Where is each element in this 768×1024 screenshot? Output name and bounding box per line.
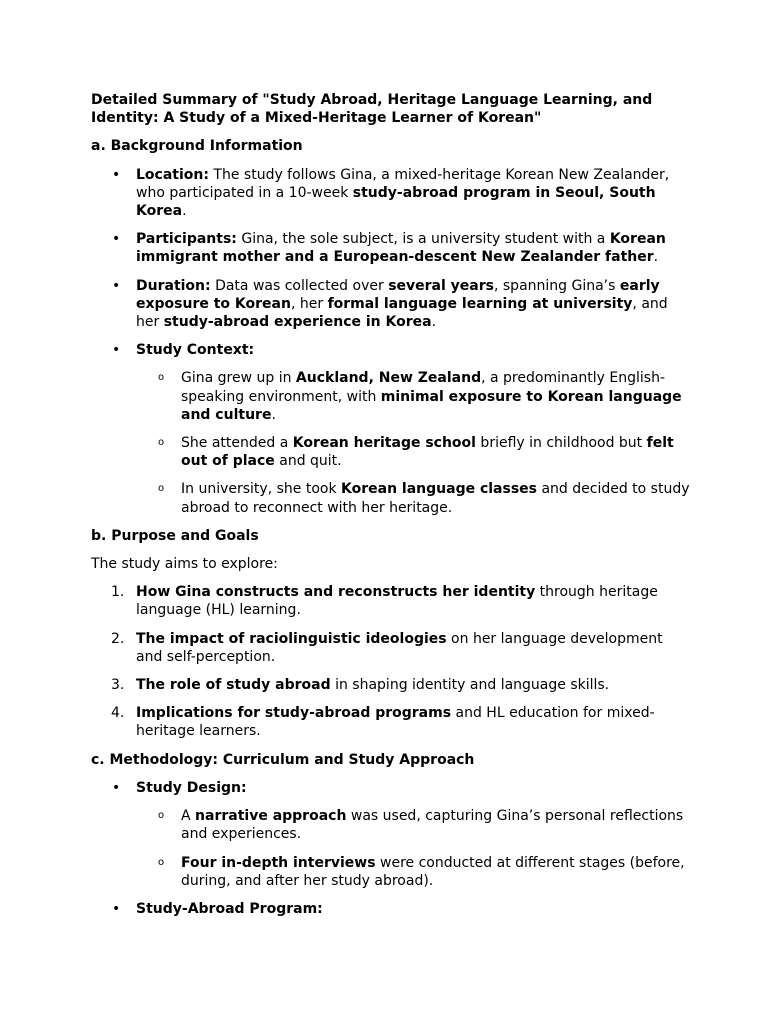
section-b-heading: b. Purpose and Goals: [91, 527, 259, 544]
item-number: 3.: [111, 677, 125, 694]
document-title: Detailed Summary of "Study Abroad, Heritage Language Learning, and Identity: A Study of a Mixed-Heritage Learner of Korean": [91, 92, 653, 127]
sub-bullet-context-2: o She attended a Korean heritage school briefly in childhood but felt out of place and quit.: [158, 435, 674, 470]
bullet-study-context: • Study Context:: [112, 342, 255, 359]
sub-bullet-marker: o: [158, 856, 165, 868]
numbered-item-4: 4. Implications for study-abroad programs and HL education for mixed-heritage learners.: [111, 705, 655, 740]
bullet-study-abroad-program: • Study-Abroad Program:: [112, 900, 323, 917]
sub-bullet-context-1: o Gina grew up in Auckland, New Zealand, a predominantly English-speaking environment, with minimal exposure to Korean language and culture.: [158, 370, 682, 423]
item-number: 1.: [111, 584, 125, 601]
bullet-location: • Location: The study follows Gina, a mixed-heritage Korean New Zealander, who participated in a 10-week study-abroad program in Seoul, South Korea.: [112, 166, 670, 220]
bullet-duration: • Duration: Data was collected over several years, spanning Gina’s early exposure to Korean, her formal language learning at university, and her study-abroad experience in Korea.: [112, 277, 668, 331]
sub-bullet-marker: o: [158, 810, 165, 822]
bullet-marker: •: [112, 900, 121, 917]
bullet-marker: •: [112, 779, 121, 796]
bullet-marker: •: [112, 166, 121, 183]
numbered-item-3: 3. The role of study abroad in shaping identity and language skills.: [111, 677, 610, 694]
document-content: [91, 91, 691, 928]
sub-bullet-design-2: o Four in-depth interviews were conducted at different stages (before, during, and after her study abroad).: [158, 854, 685, 889]
bullet-study-design: • Study Design:: [112, 779, 247, 796]
numbered-item-1: 1. How Gina constructs and reconstructs her identity through heritage language (HL) learning.: [111, 584, 658, 619]
item-number: 2.: [111, 630, 125, 647]
section-b-intro: The study aims to explore:: [91, 556, 278, 573]
sub-bullet-design-1: o A narrative approach was used, capturing Gina’s personal reflections and experiences.: [158, 808, 684, 843]
bullet-marker: •: [112, 277, 121, 294]
sub-bullet-context-3: o In university, she took Korean language classes and decided to study abroad to reconnect with her heritage.: [158, 481, 690, 516]
section-c-heading: c. Methodology: Curriculum and Study Approach: [91, 751, 475, 768]
sub-bullet-marker: o: [158, 372, 165, 384]
sub-bullet-marker: o: [158, 483, 165, 495]
bullet-participants: • Participants: Gina, the sole subject, is a university student with a Korean immigrant mother and a European-descent New Zealander father.: [112, 231, 666, 266]
bullet-marker: •: [112, 231, 121, 248]
bullet-marker: •: [112, 342, 121, 359]
numbered-item-2: 2. The impact of raciolinguistic ideologies on her language development and self-perception.: [111, 630, 663, 665]
sub-bullet-marker: o: [158, 437, 165, 449]
item-number: 4.: [111, 705, 125, 722]
section-a-heading: a. Background Information: [91, 138, 303, 155]
